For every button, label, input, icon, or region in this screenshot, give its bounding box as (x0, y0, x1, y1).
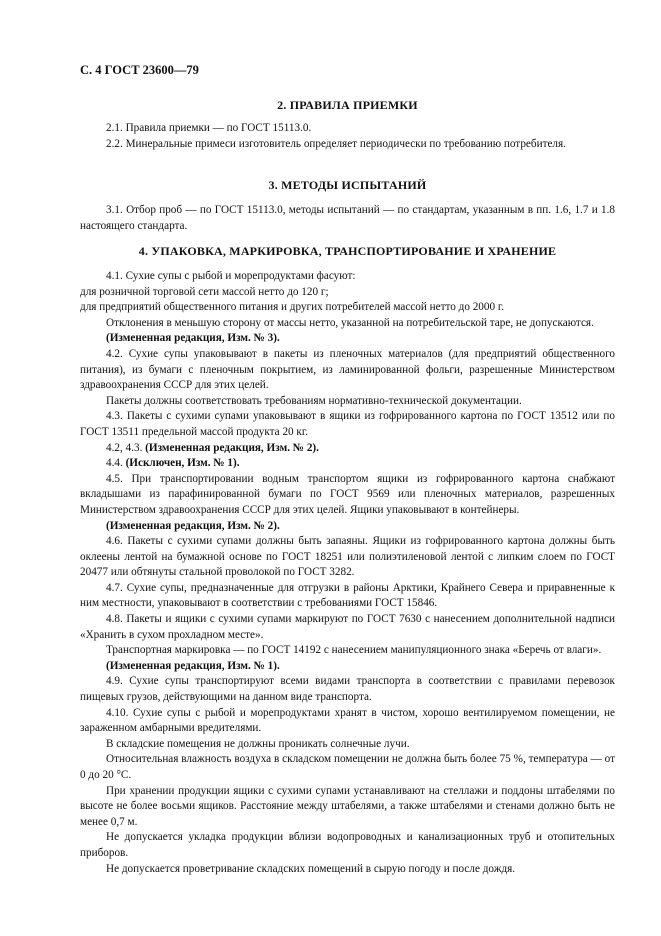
paragraph-4-9: 4.9. Сухие супы транспортируют всеми видами транспорта в соответствии с правилами перевозок пищевых грузов, действующими на данном виде транспорта. (80, 675, 615, 704)
paragraph-4-1: 4.1. Сухие супы с рыбой и морепродуктами фасуют: (106, 270, 356, 282)
revision-note-2-prefix: 4.2, 4.3. (106, 441, 143, 454)
paragraph-4-10-d: Не допускается укладка продукции вблизи водопроводных и канализационных труб и отопительных приборов. (80, 831, 615, 859)
paragraph-4-8-a: Транспортная маркировка — по ГОСТ 14192 с нанесением манипуляционного знака «Беречь от влаги». (106, 644, 602, 657)
section-3-body (80, 203, 615, 234)
paragraph-4-10-c: При хранении продукции ящики с сухими супами устанавливают на стеллажи и поддоны штабелями по высоте не более восьми ящиков. Расстояние между штабелями, а также штабелями и стенами должно быть не менее 0,7 м. (80, 784, 615, 828)
section-4-title: 4. УПАКОВКА, МАРКИРОВКА, ТРАНСПОРТИРОВАНИЕ И ХРАНЕНИЕ (138, 244, 557, 258)
revision-note-4: (Измененная редакция, Изм. № 1). (106, 659, 280, 672)
revision-note-1: (Измененная редакция, Изм. № 3). (106, 332, 280, 345)
paragraph-4-8: 4.8. Пакеты и ящики с сухими супами маркируют по ГОСТ 7630 с нанесением дополнительной надписи «Хранить в сухом прохладном месте». (80, 613, 615, 641)
paragraph-4-10-b: Относительная влажность воздуха в складском помещении не должна быть более 75 %, температура — от 0 до 20 °С. (80, 753, 615, 781)
paragraph-2-2: 2.2. Минеральные примеси изготовитель определяет периодически по требованию потребителя. (106, 137, 566, 150)
paragraph-4-6: 4.6. Пакеты с сухими супами должны быть запаяны. Ящики из гофрированного картона должны быть оклеены лентой на бумажной основе по ГОСТ 18251 или полиэтиленовой лентой с липким слоем по ГОСТ 20477 или обтянуты стальной проволокой по ГОСТ 3282. (80, 535, 615, 579)
paragraph-4-4-prefix: 4.4. (106, 457, 123, 470)
paragraph-4-3: 4.3. Пакеты с сухими супами упаковывают в ящики из гофрированного картона по ГОСТ 13512 или по ГОСТ 13511 предельной массой продукта 20 кг. (80, 410, 615, 438)
paragraph-3-1: 3.1. Отбор проб — по ГОСТ 15113.0, методы испытаний — по стандартам, указанным в пп. 1.6, 1.7 и 1.8 настоящего стандарта. (80, 204, 615, 232)
paragraph-4-1-b: для предприятий общественного питания и других потребителей массой нетто до 2000 г. (80, 301, 505, 314)
paragraph-4-10-a: В складские помещения не должны проникать солнечные лучи. (106, 737, 410, 750)
paragraph-4-2-a: Пакеты должны соответствовать требованиям нормативно-технической документации. (106, 394, 522, 407)
section-2-title: 2. ПРАВИЛА ПРИЕМКИ (277, 98, 418, 112)
section-2-body (80, 121, 615, 152)
paragraph-2-1: 2.1. Правила приемки — по ГОСТ 15113.0. (106, 122, 312, 134)
paragraph-4-10-e: Не допускается проветривание складских помещений в сырую погоду и после дождя. (106, 862, 516, 875)
paragraph-4-5: 4.5. При транспортировании водным транспортом ящики из гофрированного картона снабжают вкладышами из парафинированной бумаги по ГОСТ 9569 или пленочных материалов, разрешенных Министерством здравоохранения СССР для этих целей. Ящики упаковывают в контейнеры. (80, 472, 615, 516)
paragraph-4-4 (80, 456, 615, 472)
paragraph-4-4-text: (Исключен, Изм. № 1). (125, 457, 240, 470)
paragraph-4-7: 4.7. Сухие супы, предназначенные для отгрузки в районы Арктики, Крайнего Севера и приравненные к ним местности, упаковывают в соответствии с требованиями ГОСТ 15846. (80, 581, 615, 610)
paragraph-4-2: 4.2. Сухие супы упаковывают в пакеты из пленочных материалов (для предприятий общественного питания), из бумаги с пленочным покрытием, из ламинированной фольги, разрешенные Министерством здравоохранения СССР для этих целей. (80, 347, 615, 392)
section-3-title: 3. МЕТОДЫ ИСПЫТАНИЙ (268, 178, 427, 192)
revision-note-2-text: (Измененная редакция, Изм. № 2). (145, 441, 319, 454)
revision-note-3: (Измененная редакция, Изм. № 2). (106, 519, 280, 532)
paragraph-4-1-c: Отклонения в меньшую сторону от массы нетто, указанной на потребительской таре, не допускаются. (106, 316, 594, 329)
paragraph-4-10: 4.10. Сухие супы с рыбой и морепродуктами хранят в чистом, хорошо вентилируемом помещении, не зараженном амбарными вредителями. (80, 706, 615, 735)
revision-note-2 (80, 441, 615, 457)
page-header: С. 4 ГОСТ 23600—79 (80, 63, 199, 77)
section-4-body (80, 269, 615, 877)
paragraph-4-1-a: для розничной торговой сети массой нетто до 120 г; (80, 285, 329, 298)
